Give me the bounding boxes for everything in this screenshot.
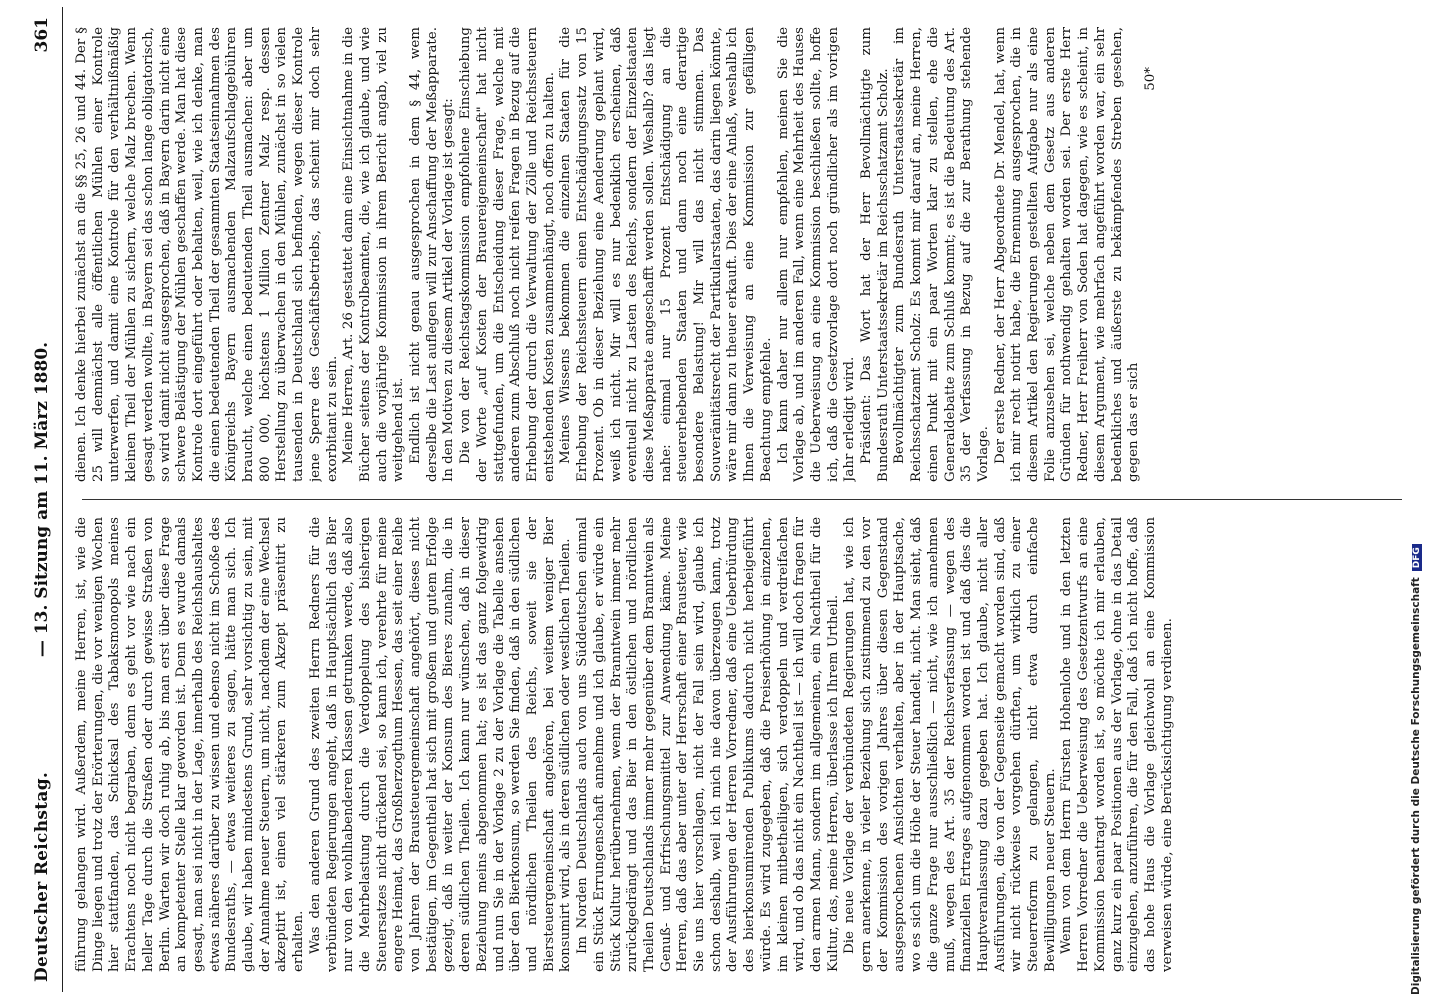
dfg-logo: DFG xyxy=(1412,544,1422,571)
reichstag-page xyxy=(22,7,1412,992)
quoted-paragraph: Die von der Reichstagskommission empfohlene Einschiebung der Worte „auf Kosten der Brauereigemeinschaft" hat nicht stattgefunden, um die Entscheidung dieser Frage, welche mit anderen zum Abschluß noch nicht reifen Fragen in Bezug auf die Erhebung der durch die Verwaltung der Zölle und Reichssteuern entstehenden Kosten zusammenhängt, noch offen zu halten. xyxy=(458,27,557,482)
paragraph: Was den anderen Grund des zweiten Herrn Redners für die verbündeten Regierungen angeht, daß in Hauptsächlich das Bier nur von den wohlhabenderen Klassen getrunken werde, daß also die Mehrbelastung durch die Verdoppelung des bisherigen Steuersatzes nicht drückend sei, so kann ich, verehrte für meine engere Heimat, das Großherzogthum Hessen, das seit einer Reihe von Jahren der Brausteuergemeinschaft angehört, dieses nicht bestätigen, im Gegentheil hat sich mit großem und gutem Erfolge gezeigt, daß in weiter der Konsum des Bieres zunahm, die in deren südlichen Theilen. Ich kann nur wünschen, daß in dieser Beziehung meins abgenommen hat; es ist das ganz folgewidrig und nun Sie in der Vorlage 2 zu der Vorlage die Tabelle ansehen über den Bierkonsum, so werden Sie finden, daß in den südlichen und nördlichen Theilen des Reichs, soweit sie der Biersteuergemeinschaft angehören, bei weitem weniger Bier konsumirt wird, als in deren südlichen oder westlichen Theilen. xyxy=(307,517,574,972)
paragraph: Präsident: Das Wort hat der Herr Bevollmächtigte zum Bundesrath Unterstaatssekretär im Reichsschatzamt Scholz. xyxy=(859,27,891,482)
paragraph: dienen. Ich denke hierbei zunächst an die §§ 25, 26 und 44. Der § 25 will demnächst alle öffentlichen Mühlen einer Kontrole unterwerfen, und damit eine Kontrole für den verhältnißmäßig kleinen Theil der Mühlen zu sichern, welche Malz brechen. Wenn gesagt werden wollte, in Bayern sei das schon lange obligatorisch, so wird damit nicht ausgesprochen, daß in Bayern darin nicht eine schwere Belästigung der Mühlen geschaffen werde. Man hat diese Kontrole dort eingeführt oder behalten, weil, wie ich denke, man die einen bedeutenden Theil der gesammten Staatseinnahmen des Königreichs Bayern ausmachenden Malzaufschlaggebühren braucht, welche einen bedeutenden Theil ausmachen: aber um 800 000, höchstens 1 Million Zentner Malz resp. dessen Herstellung zu überwachen in den Mühlen, zunächst in so vielen tausenden in Deutschland sich befinden, wegen dieser Kontrole jene Sperre des Geschäftsbetriebs, das scheint mir doch sehr exorbitant zu sein. xyxy=(74,27,340,482)
paragraph: Meines Wissens bekommen die einzelnen Staaten für die Erhebung der Reichssteuern einen Entschädigungssatz von 15 Prozent. Ob in dieser Beziehung eine Aenderung geplant wird, weiß ich nicht. Mir will es nur bedenklich erscheinen, daß eventuell nicht zu Lasten des Reichs, sondern der Einzelstaaten diese Meßapparate angeschafft werden sollen. Weshalb? das liegt nahe: einmal nur 15 Prozent Entschädigung an die steuererhebenden Staaten und dann noch eine derartige besondere Belastung! Mir will das nicht stimmen. Das Souveränitätsrecht der Partikularstaaten, das darin liegen könnte, wäre mir dann zu theuer erkauft. Dies der eine Anlaß, weshalb ich Ihnen die Verweisung an eine Kommission zur gefälligen Beachtung empfehle. xyxy=(558,27,774,482)
paragraph: Der erste Redner, der Herr Abgeordnete Dr. Mendel, hat, wenn ich mir recht notirt habe, die Ernennung ausgesprochen, die in diesem Artikel den Regierungen gestellten Aufgabe nur als eine Folie anzusehen sei, welche neben dem Gesetz aus anderen Gründen für nothwendig gehalten worden sei. Der erste Herr Redner, Herr Freiherr von Soden hat dagegen, wie es scheint, in diesem Argument, wie mehrfach angeführt worden war, ein sehr bedenkliches und äußerste zu bekämpfendes Streben gesehen, gegen das er sich xyxy=(992,27,1142,482)
paragraph: Bevollmächtigter zum Bundesrath Unterstaatssekretär im Reichsschatzamt Scholz: Es kommt mir darauf an, meine Herren, einen Punkt mit ein paar Worten klar zu stellen, ehe die Generaldebatte zum Schluß kommt; es ist die Bedeutung des Art. 35 der Verfassung in Bezug auf die zur Berathung stehende Vorlage. xyxy=(892,27,991,482)
header-session: — 13. Sitzung am 11. März 1880. xyxy=(32,341,52,658)
page-header xyxy=(22,7,63,992)
sheet-signature: 50* xyxy=(1143,67,1158,91)
credit-text: Digitalisierung gefördert durch die Deutsche Forschungsgemeinschaft xyxy=(1410,577,1422,995)
column-divider xyxy=(82,499,1402,500)
paragraph: Wenn von dem Herrn Fürsten Hohenlohe und in den letzten Herren Vorredner die Ueberweisung des Gesetzentwurfs an eine Kommission beantragt worden ist, so möchte ich mir erlauben, ganz kurz ein paar Positionen aus der Vorlage, ohne in das Detail einzugehen, anzuführen, die für den Fall, daß ich nicht hoffe, daß das hohe Haus die Vorlage gleichwohl an eine Kommission verweisen würde, eine Berücksichtigung verdienen. xyxy=(1059,517,1175,972)
right-column xyxy=(74,27,1404,482)
paragraph: Im Norden Deutschlands auch von uns Süddeutschen einmal ein Stück Errungenschaft annehme und ich glaube, er würde ein Stück Kultur herübernehmen, wenn der Branntwein immer mehr zurückgedrängt und das Bier in den östlichen und nördlichen Theilen Deutschlands immer mehr gegenüber dem Branntwein als Genuß- und Erfrischungsmittel zur Anwendung käme. Meine Herren, daß das aber unter der Herrschaft einer Brausteuer, wie Sie uns hier vorschlagen, nicht der Fall sein wird, glaube ich schon deshalb, weil ich mich nie davon überzeugen kann, trotz der Ausführungen der Herren Vorredner, daß eine Ueberbürdung des bierkonsumirenden Publikums dadurch nicht herbeigeführt würde. Es wird zugegeben, daß die Preiserhöhung in einzelnen, im kleinen mitbetheiligen, sich verdoppeln und verdreifachen wird, und ob das nicht ein Nachtheil ist — ich will doch fragen für den armen Mann, sondern im allgemeinen, ein Nachtheil für die Kultur, das, meine Herren, überlasse ich Ihrem Urtheil. xyxy=(575,517,841,972)
paragraph: Meine Herren, Art. 26 gestattet dann eine Einsichtnahme in die Bücher seitens der Kontrolbeamten, die, wie ich glaube, und wie auch die vorjährige Kommission in ihrem Bericht angab, viel zu weitgehend ist. xyxy=(341,27,407,482)
header-page-number: 361 xyxy=(32,17,52,53)
paragraph: Ich kann daher nur allem nur empfehlen, meinen Sie die Vorlage ab, und im anderen Fall, wenn eine Mehrheit des Hauses die Ueberweisung an eine Kommission beschließen sollte, hoffe ich, daß die Gesetzvorlage dort noch gründlicher als im vorigen Jahr erledigt wird. xyxy=(775,27,858,482)
paragraph: führung gelangen wird. Außerdem, meine Herren, ist, wie die Dinge liegen und trotz der Erörterungen, die vor wenigen Wochen hier stattfanden, das Schicksal des Tabaksmonopols meines Erachtens noch nicht begraben, denn es geht vor wie nach ein heller Tage durch die Straßen oder durch gewisse Straßen von Berlin. Warten wir doch ruhig ab, bis man erst über diese Frage an kompetenter Stelle klar geworden ist. Denn es wurde damals gesagt, man sei nicht in der Lage, innerhalb des Reichshaushaltes etwas näheres darüber zu wissen und ebenso nicht im Schoße des Bundesraths, — etwas weiteres zu sagen, hätte man sich. Ich glaube, wir haben mindestens Grund, sehr vorsichtig zu sein, mit der Annahme neuer Steuern, um nicht, nachdem der eine Wechsel akzeptirt ist, einen viel stärkeren zum Akzept präsentirt zu erhalten. xyxy=(74,517,307,972)
paragraph: Endlich ist nicht genau ausgesprochen in dem § 44, wem derselbe die Last auflegen will zur Anschaffung der Meßapparate. In den Motiven zu diesem Artikel der Vorlage ist gesagt: xyxy=(408,27,457,482)
left-column xyxy=(74,517,1404,972)
header-publication: Deutscher Reichstag. xyxy=(32,771,52,982)
digitization-credit xyxy=(1410,35,1422,995)
paragraph: Die neue Vorlage der verbündeten Regierungen hat, wie ich gern anerkenne, in vieler Beziehung sich zustimmend zu den vor der Kommission des vorigen Jahres über diesen Gegenstand ausgesprochenen Ansichten verhalten, aber in der Hauptsache, wo es sich um die Höhe der Steuer handelt, nicht. Man sieht, daß die ganze Frage nur ausschließlich — nicht, wie ich annehmen muß, wegen des Art. 35 der Reichsverfassung — wegen des finanziellen Ertrages aufgenommen worden ist und daß dies die Hauptveranlassung dazu gegeben hat. Ich glaube, nicht aller Ausführungen, die von der Gegenseite gemacht worden sind, daß wir nicht rückweise vorgehen dürften, um wirklich zu einer Steuerreform zu gelangen, nicht etwa durch einfache Bewilligungen neuer Steuern. xyxy=(842,517,1058,972)
